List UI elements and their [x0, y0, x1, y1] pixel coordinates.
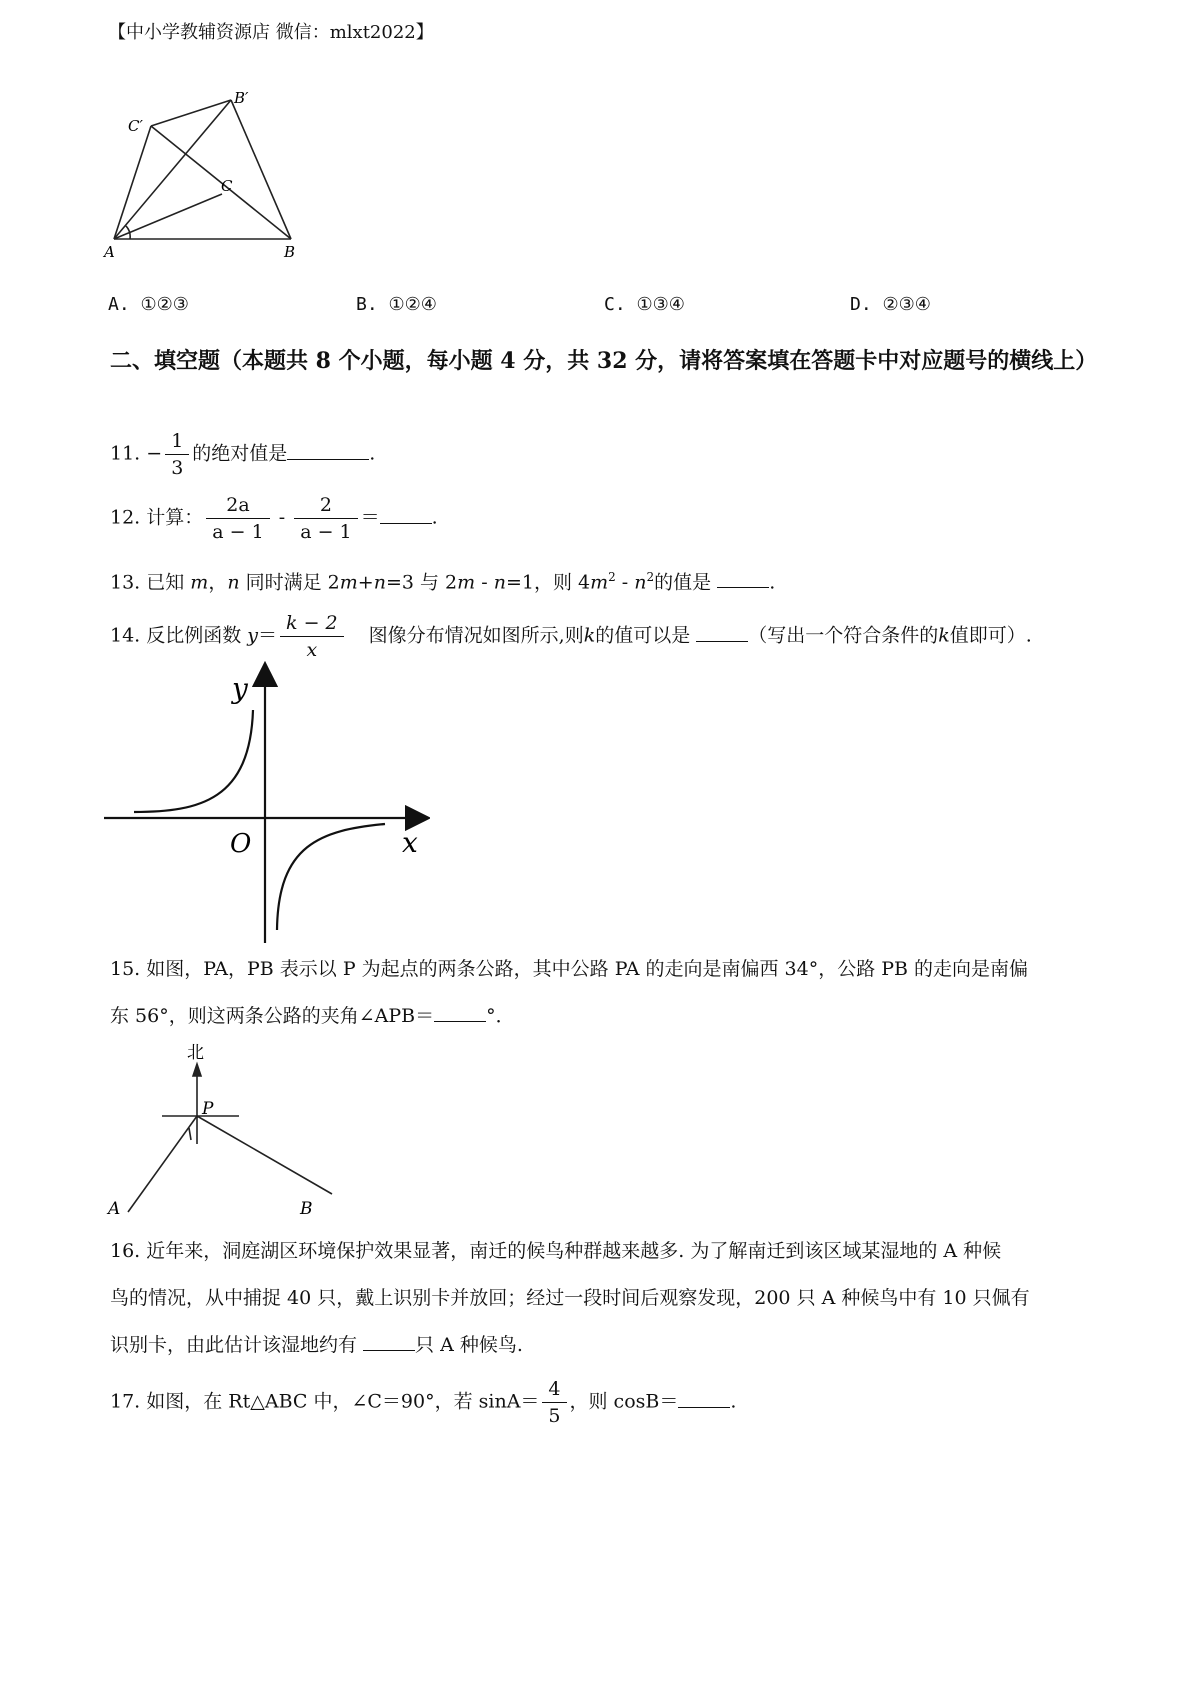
q16-line-3	[110, 1322, 1100, 1369]
q17-answer-blank[interactable]	[678, 1389, 730, 1408]
q13-text-d: =3 与 2	[385, 571, 458, 594]
option-d[interactable]: D. ②③④	[850, 294, 931, 315]
q16-line-3a: 识别卡，由此估计该湿地约有	[110, 1334, 364, 1356]
q17-frac-num: 4	[542, 1376, 566, 1403]
north-arrow-icon	[193, 1064, 201, 1076]
q12-fraction-1	[206, 492, 269, 545]
q13-answer-blank[interactable]	[717, 569, 769, 588]
q12-f1-num: 2a	[206, 492, 269, 519]
q13-var-n2: n	[373, 571, 386, 594]
q17-text-b: ，则 cosB＝	[569, 1390, 679, 1413]
figure-quadrilateral	[100, 85, 340, 280]
q11-text: 的绝对值是	[192, 442, 288, 465]
q12-eq: ＝	[360, 506, 380, 529]
label-a: A	[104, 243, 115, 261]
q17-fraction	[542, 1376, 566, 1429]
q13-end: .	[769, 571, 776, 594]
q12-end: .	[431, 506, 438, 529]
q16-answer-blank[interactable]	[363, 1332, 415, 1351]
option-a[interactable]: A. ①②③	[108, 294, 189, 315]
q12-f1-den: a − 1	[212, 521, 264, 543]
origin-label: O	[230, 829, 252, 859]
q13-text-f: =1，则 4	[505, 571, 591, 594]
q11-sign: −	[146, 442, 163, 465]
q13-var-m3: m	[457, 571, 476, 594]
q11-fraction	[165, 428, 189, 481]
q17-text-a: 17. 如图，在 Rt△ABC 中，∠C＝90°，若 sinA＝	[110, 1390, 540, 1413]
question-12	[110, 492, 438, 545]
q11-answer-blank[interactable]	[287, 441, 369, 460]
hyperbola-branch-upper-left	[134, 710, 253, 812]
question-14	[110, 610, 1032, 663]
q16-line-1: 16. 近年来，洞庭湖区环境保护效果显著，南迁的候鸟种群越来越多. 为了解南迁到该区域某湿地的 A 种候	[110, 1240, 1002, 1262]
q11-end: .	[369, 442, 376, 465]
q16-line-3b: 只 A 种候鸟.	[415, 1334, 523, 1356]
q12-minus: -	[278, 506, 286, 529]
q15-line-1: 15. 如图，PA，PB 表示以 P 为起点的两条公路，其中公路 PA 的走向是南偏西 34°，公路 PB 的走向是南偏	[110, 958, 1029, 980]
q13-text-c: +	[357, 571, 374, 594]
road-pa	[128, 1116, 197, 1212]
label-b: B	[300, 1199, 313, 1219]
q13-text-b: 同时满足 2	[239, 571, 340, 594]
q14-var-y: y	[247, 624, 259, 647]
q14-fraction	[280, 610, 344, 663]
q13-text-h: 的值是	[654, 571, 718, 594]
label-c-prime: C′	[128, 117, 143, 135]
y-axis-label: y	[232, 672, 248, 705]
option-c[interactable]: C. ①③④	[604, 294, 685, 315]
q12-prefix: 计算：	[146, 506, 204, 529]
q14-answer-blank[interactable]	[696, 623, 748, 642]
question-17	[110, 1376, 736, 1429]
q15-line-2b: °．	[486, 1005, 515, 1027]
question-13: 13. 已知 m，n 同时满足 2m+n=3 与 2m - n=1，则 $4m^2 - n^2$的值是 .	[110, 570, 776, 594]
label-p: P	[202, 1099, 214, 1119]
q14-frac-den: x	[306, 639, 318, 661]
section-title: 二、填空题（本题共 8 个小题，每小题 4 分，共 32 分，请将答案填在答题卡中对应题号的横线上）	[110, 348, 1098, 374]
segment-ac-prime	[114, 126, 151, 239]
question-16	[110, 1228, 1100, 1369]
q14-var-k: k	[583, 624, 596, 647]
q11-frac-num: 1	[165, 428, 189, 455]
q14-text-e: 值即可）.	[949, 624, 1032, 647]
angle-mark-pa	[189, 1128, 191, 1140]
figure-hyperbola	[100, 660, 430, 945]
q14-text-d: （写出一个符合条件的	[748, 624, 939, 647]
page-header: 【中小学教辅资源店 微信：mlxt2022】	[108, 22, 434, 43]
q12-f2-num: 2	[294, 492, 357, 519]
q16-line-2: 鸟的情况，从中捕捉 40 只，戴上识别卡并放回；经过一段时间后观察发现，200 只 A 种候鸟中有 10 只佩有	[110, 1287, 1030, 1309]
q11-number: 11.	[110, 442, 141, 465]
label-a: A	[108, 1199, 121, 1219]
question-15	[110, 946, 1100, 1040]
q13-text-a: 13. 已知	[110, 571, 191, 594]
q13-var-n4: n	[634, 571, 647, 594]
label-c: C	[221, 177, 233, 195]
q15-line-2a: 东 56°，则这两条公路的夹角∠APB＝	[110, 1005, 435, 1027]
figure-compass	[100, 1040, 350, 1220]
q15-answer-blank[interactable]	[434, 1003, 486, 1022]
question-11	[110, 428, 375, 481]
q12-fraction-2	[294, 492, 357, 545]
q15-line-2	[110, 993, 1100, 1040]
q13-var-m: m	[190, 571, 209, 594]
q14-text-a: 14. 反比例函数	[110, 624, 248, 647]
q13-text-g: -	[615, 571, 635, 594]
q14-text-c: 的值可以是	[595, 624, 697, 647]
q14-eq: ＝	[258, 624, 278, 647]
x-axis-label: x	[402, 826, 418, 859]
q13-comma: ，	[208, 571, 228, 594]
q13-var-n: n	[227, 571, 240, 594]
q13-text-e: -	[475, 571, 494, 594]
q12-answer-blank[interactable]	[380, 505, 432, 524]
label-b: B	[284, 243, 296, 261]
q17-end: .	[730, 1390, 737, 1413]
segment-b-prime-b	[231, 100, 291, 239]
q12-number: 12.	[110, 506, 141, 529]
q17-frac-den: 5	[548, 1405, 561, 1427]
q13-var-m4: m	[590, 571, 609, 594]
north-label: 北	[187, 1043, 204, 1063]
q11-frac-den: 3	[171, 457, 184, 479]
q13-var-m2: m	[339, 571, 358, 594]
road-pb	[197, 1116, 332, 1194]
option-b[interactable]: B. ①②④	[356, 294, 437, 315]
label-b-prime: B′	[234, 89, 249, 107]
q14-frac-num: k − 2	[280, 610, 344, 637]
q14-var-k2: k	[938, 624, 950, 647]
q14-text-b: 图像分布情况如图所示,则	[368, 624, 584, 647]
hyperbola-branch-lower-right	[277, 824, 385, 930]
q12-f2-den: a − 1	[300, 521, 352, 543]
segment-c-prime-b-prime	[151, 100, 231, 126]
q13-var-n3: n	[493, 571, 506, 594]
